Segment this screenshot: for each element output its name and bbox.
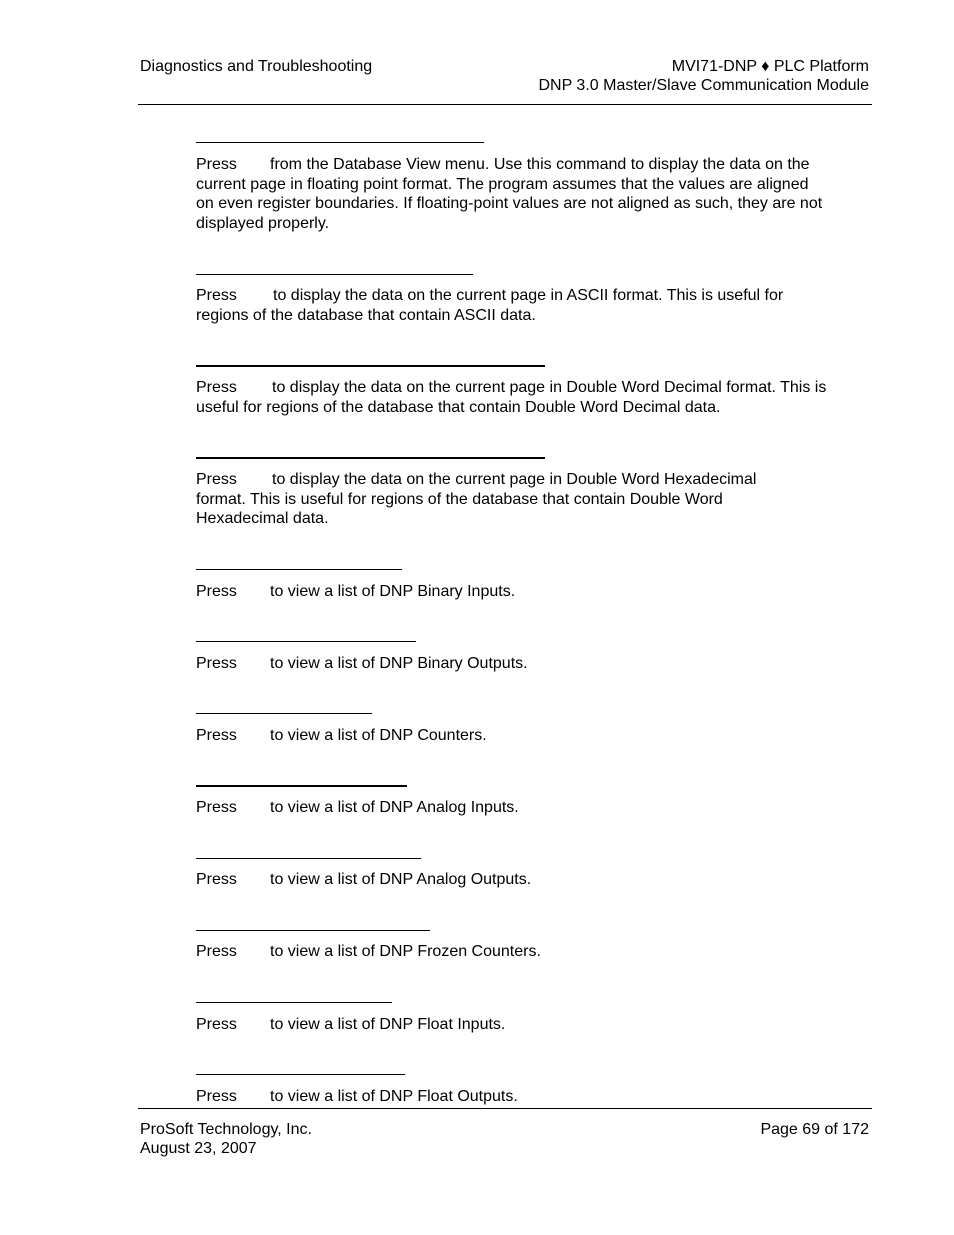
section-paragraph <box>196 870 826 890</box>
footer-date: August 23, 2007 <box>140 1140 257 1157</box>
section-heading-rule <box>196 365 545 367</box>
section-heading-rule <box>196 641 416 642</box>
footer-page-number: Page 69 of 172 <box>760 1121 869 1138</box>
section-heading-rule <box>196 274 473 275</box>
section-text: to display the data on the current page in ASCII format. This is useful for regions of the database that contain ASCII data. <box>196 287 788 324</box>
section-heading-rule <box>196 930 430 931</box>
header-product <box>538 57 869 95</box>
section-paragraph <box>196 942 826 962</box>
section-text: to display the data on the current page in Double Word Decimal format. This is useful for regions of the database that contain Double Word Decimal data. <box>196 379 831 416</box>
header-section-title: Diagnostics and Troubleshooting <box>140 58 373 75</box>
section-paragraph <box>196 726 826 746</box>
press-label: Press <box>196 655 237 672</box>
press-label: Press <box>196 471 237 488</box>
section-paragraph <box>196 470 796 529</box>
press-label: Press <box>196 287 237 304</box>
footer-rule <box>138 1108 872 1109</box>
press-label: Press <box>196 871 237 888</box>
press-label: Press <box>196 727 237 744</box>
section-paragraph <box>196 798 826 818</box>
section-text: to view a list of DNP Frozen Counters. <box>270 943 541 960</box>
section-text: to view a list of DNP Analog Inputs. <box>270 799 519 816</box>
press-label: Press <box>196 1088 237 1105</box>
section-heading-rule <box>196 1074 405 1075</box>
section-text: to view a list of DNP Binary Inputs. <box>270 583 516 600</box>
section-paragraph <box>196 155 826 234</box>
section-paragraph <box>196 582 826 602</box>
section-paragraph <box>196 1015 826 1035</box>
section-heading-rule <box>196 142 484 143</box>
section-heading-rule <box>196 569 402 570</box>
header-product-line2: DNP 3.0 Master/Slave Communication Module <box>538 77 869 94</box>
press-label: Press <box>196 156 237 173</box>
footer-left <box>140 1120 312 1158</box>
section-text: to display the data on the current page in Double Word Hexadecimal format. This is useful for regions of the database that contain Double Word Hexadecimal data. <box>196 471 761 528</box>
press-label: Press <box>196 799 237 816</box>
section-heading-rule <box>196 713 372 714</box>
press-label: Press <box>196 1016 237 1033</box>
section-heading-rule <box>196 1002 392 1003</box>
section-paragraph <box>196 378 836 417</box>
section-heading-rule <box>196 858 421 859</box>
press-label: Press <box>196 583 237 600</box>
section-text: to view a list of DNP Binary Outputs. <box>270 655 528 672</box>
section-paragraph <box>196 1087 826 1107</box>
section-paragraph <box>196 286 826 325</box>
section-text: to view a list of DNP Counters. <box>270 727 487 744</box>
section-text: to view a list of DNP Float Inputs. <box>270 1016 506 1033</box>
section-heading-rule <box>196 457 545 459</box>
press-label: Press <box>196 943 237 960</box>
header-product-line1: MVI71-DNP ♦ PLC Platform <box>671 58 869 75</box>
section-text: to view a list of DNP Analog Outputs. <box>270 871 532 888</box>
footer-company: ProSoft Technology, Inc. <box>140 1121 312 1138</box>
press-label: Press <box>196 379 237 396</box>
section-text: from the Database View menu. Use this command to display the data on the current page in floating point format. The program assumes that the values are aligned on even register boundaries. If floating-point values are not aligned as such, they are not displayed properly. <box>196 156 827 233</box>
header-rule <box>138 104 872 105</box>
section-text: to view a list of DNP Float Outputs. <box>270 1088 518 1105</box>
section-heading-rule <box>196 785 407 787</box>
section-paragraph <box>196 654 826 674</box>
